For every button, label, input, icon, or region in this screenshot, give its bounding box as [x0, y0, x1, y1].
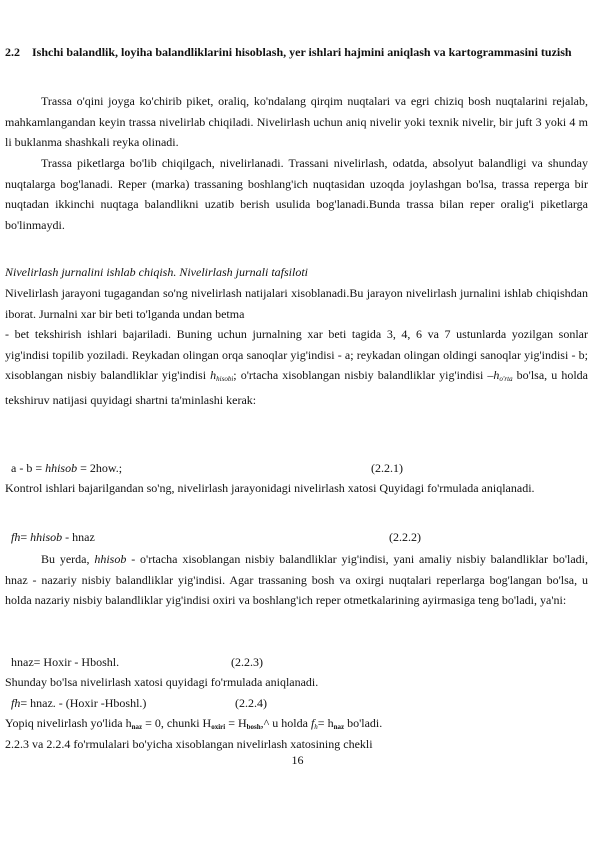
p8-text-c: = H — [225, 716, 247, 730]
eq3-text: hnaz= Hoxir - Hboshl. — [11, 655, 120, 669]
paragraph-2: Trassa piketlarga bo'lib chiqilgach, nivelirlanadi. Trassani nivelirlash, odatda, absolyut balandligi va shunday nuqtalarga bog'lanadi. Reper (marka) trassaning boshlang'ich nuqtasidan uzoqda joylashgan bo'lsa, trassa reperga bir nuqtadan ikkinchi nuqtaga balandlikni uzatib berish usulida bog'lanadi.Bunda trassa bilan reper oralig'i piketlarga bo'linmaydi. — [5, 156, 588, 232]
section-title: Ishchi balandlik, loyiha balandliklarini hisoblash, yer ishlari hajmini aniqlash va kartogrammasini tuzish — [32, 45, 572, 59]
p8-sub-naz-2: naz — [333, 723, 345, 731]
section-heading — [5, 42, 588, 62]
p8-text-d: ,^ u holda — [260, 716, 311, 730]
eq1-left-a: a - b = — [5, 461, 46, 475]
p8-sub-naz: naz — [131, 723, 143, 731]
eq1-left-b: = 2how.; — [77, 461, 123, 475]
p4-text-a: - bet tekshirish ishlari bajariladi. Buning uchun jurnalning xar beti tagida 3, 4, 6 va 7 ustunlarda yozilgan sonlar yig'indisi topilib yoziladi. Reykadan olingan orqa sanoqlar yig'indisi - a; reykadan olingan oldingi sanoqlar yig'indisi - b; xisoblangan nisbiy balandliklar yig'indisi — [5, 327, 588, 382]
eq1-number: (2.2.1) — [371, 461, 403, 475]
paragraph-6 — [5, 549, 588, 611]
p8-text-f: bo'ladi. — [344, 716, 383, 730]
paragraph-3: Nivelirlash jarayoni tugagandan so'ng nivelirlash natijalari xisoblanadi.Bu jarayon nivelirlash jurnalini ishlab chiqishdan iborat. Jurnalni xar bir beti to'lganda undan betma — [5, 286, 588, 321]
p6-hhisob: hhisob — [94, 552, 127, 566]
p6-text-b: - o'rtacha xisoblangan nisbiy balandliklar yig'indisi, yani amaliy nisbiy balandliklar bo'ladi, hnaz - nazariy nisbiy balandliklar yig'indisi. Agar trassaning bosh va oxirgi nuqtalari reperlarga bog'langan bo'lsa, u holda nazariy nisbiy balandliklar yig'indisi oxiri va boshlang'ich reper otmetkalarining ayirmasiga teng bo'ladi, ya'ni: — [5, 552, 588, 607]
equation-2-2-3 — [5, 652, 588, 672]
eq4-fh: fh — [11, 696, 21, 710]
p4-text-b: ; o'rtacha xisoblangan nisbiy balandliklar yig'indisi – — [233, 368, 494, 382]
p8-f-symbol: f — [310, 716, 315, 730]
p8-sub-h: h — [314, 723, 318, 731]
eq2-mid: = — [20, 530, 31, 544]
p8-sub-oxiri: oxiri — [211, 723, 226, 731]
paragraph-1: Trassa o'qini joyga ko'chirib piket, oraliq, ko'ndalang qirqim nuqtalari va egri chiziq bosh nuqtalarini rejalab, mahkamlangandan keyin trassa nivelirlab chiqiladi. Nivelirlash uchun aniq nivelir yoki texnik nivelir, bir juft 3 yoki 4 m li buklanma shashkali reyka olinadi. — [5, 94, 588, 149]
paragraph-9: 2.2.3 va 2.2.4 fo'rmulalari bo'yicha xisoblangan nivelirlash xatosining chekli — [5, 737, 373, 751]
eq2-hhisob: hhisob — [30, 530, 63, 544]
eq4-number: (2.2.4) — [235, 696, 267, 710]
h-hisobi-subscript: hisobi — [216, 375, 234, 383]
equation-2-2-2 — [5, 527, 588, 547]
equation-2-2-1 — [5, 458, 588, 478]
section-number: 2.2 — [5, 45, 20, 59]
h-orta-symbol: h — [493, 368, 500, 382]
eq2-left-b: - hnaz — [62, 530, 95, 544]
equation-2-2-4 — [5, 693, 588, 713]
paragraph-7: Shunday bo'lsa nivelirlash xatosi quyidagi fo'rmulada aniqlanadi. — [5, 675, 319, 689]
p4-text-c: bo'lsa, u holda tekshiruv natijasi quyidagi shartni ta'minlashi kerak: — [5, 368, 588, 407]
eq1-hhisob: hhisob — [45, 461, 78, 475]
p8-text-e: = h — [317, 716, 334, 730]
paragraph-5: Kontrol ishlari bajarilgandan so'ng, nivelirlash jarayonidagi nivelirlash xatosi Quyidagi fo'rmulada aniqlanadi. — [5, 481, 535, 495]
h-orta-subscript: o'rta — [499, 375, 513, 383]
eq2-number: (2.2.2) — [389, 530, 421, 544]
subheading-italic: Nivelirlash jurnalini ishlab chiqish. Nivelirlash jurnali tafsiloti — [5, 265, 309, 279]
h-symbol: h — [210, 368, 217, 382]
p8-text-b: = 0, chunki H — [142, 716, 212, 730]
paragraph-4 — [5, 324, 588, 410]
page-number: 16 — [291, 753, 304, 767]
p8-sub-bosh: bosh — [246, 723, 261, 731]
eq4-text: = hnaz. - (Hoxir -Hboshl.) — [20, 696, 147, 710]
p6-text-a: Bu yerda, — [41, 552, 95, 566]
eq2-fh: fh — [11, 530, 21, 544]
eq3-number: (2.2.3) — [231, 655, 263, 669]
p8-text-a: Yopiq nivelirlash yo'lida h — [5, 716, 132, 730]
